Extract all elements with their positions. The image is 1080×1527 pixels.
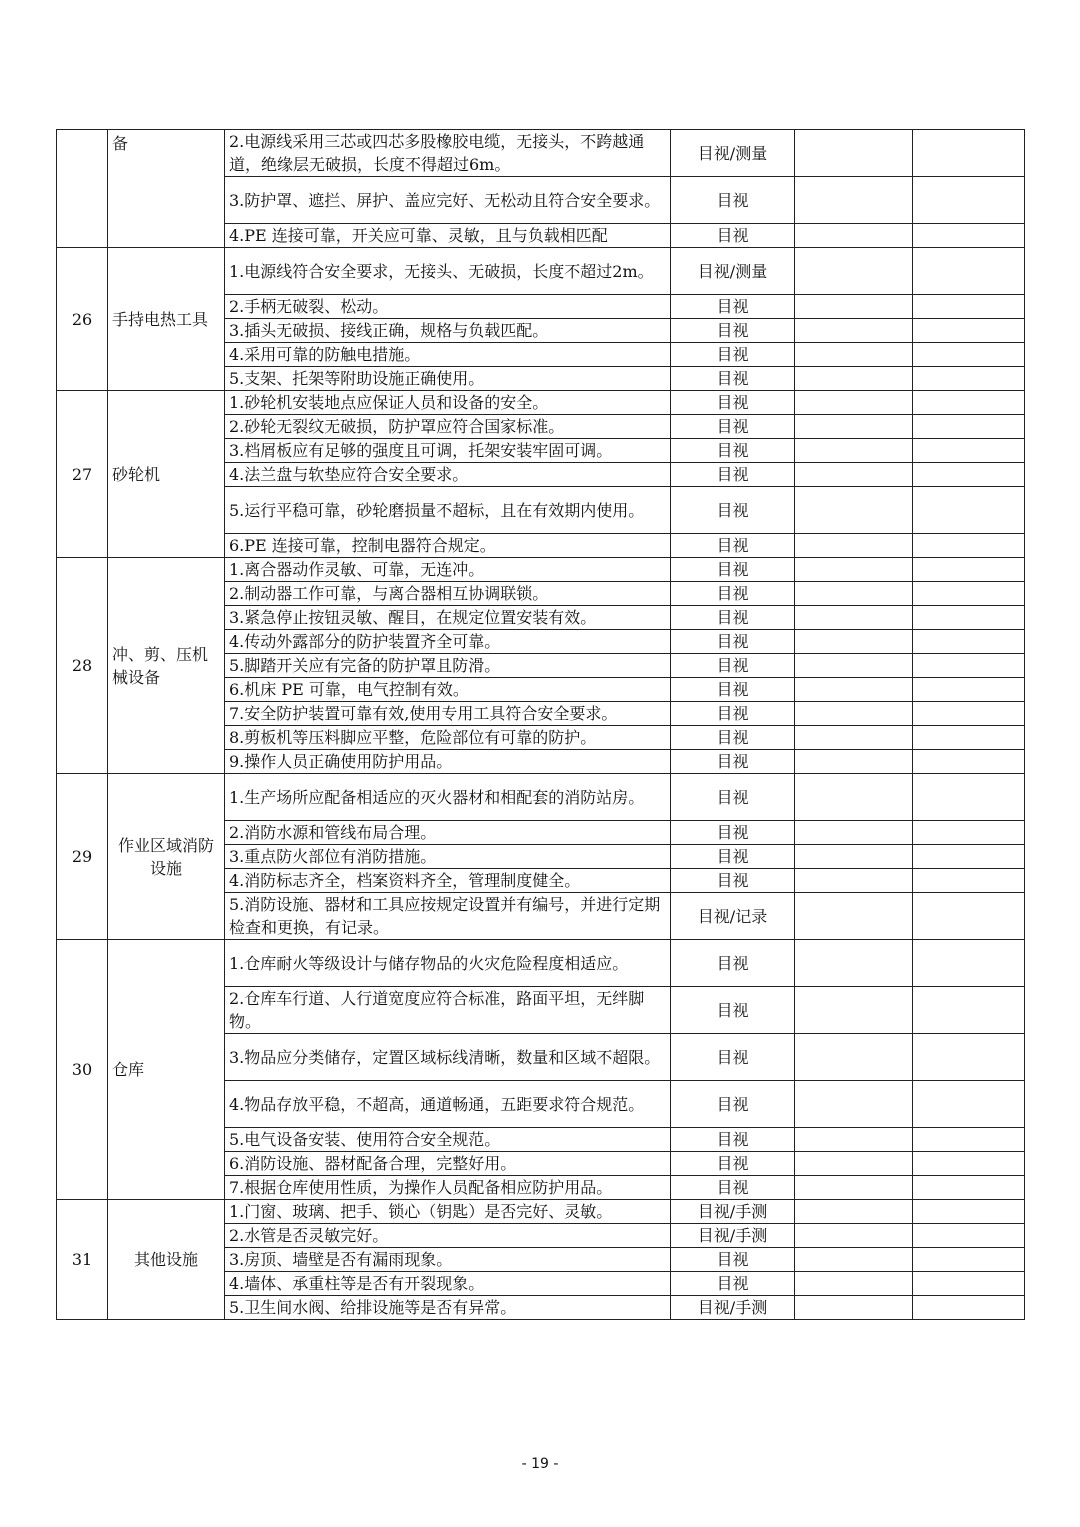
result-cell[interactable] [795, 1081, 913, 1128]
check-item: 4.墙体、承重柱等是否有开裂现象。 [225, 1272, 671, 1296]
result-cell[interactable] [795, 343, 913, 367]
item-number: 27 [57, 391, 108, 558]
check-method: 目视 [671, 319, 795, 343]
check-method: 目视 [671, 987, 795, 1034]
check-method: 目视 [671, 630, 795, 654]
equipment-name: 作业区域消防设施 [108, 774, 225, 940]
check-item: 2.砂轮无裂纹无破损，防护罩应符合国家标准。 [225, 415, 671, 439]
result-cell[interactable] [795, 726, 913, 750]
remark-cell[interactable] [913, 487, 1025, 534]
remark-cell[interactable] [913, 1248, 1025, 1272]
remark-cell[interactable] [913, 248, 1025, 295]
check-method: 目视 [671, 750, 795, 774]
check-item: 2.消防水源和管线布局合理。 [225, 821, 671, 845]
remark-cell[interactable] [913, 391, 1025, 415]
result-cell[interactable] [795, 295, 913, 319]
remark-cell[interactable] [913, 821, 1025, 845]
remark-cell[interactable] [913, 415, 1025, 439]
check-item: 4.采用可靠的防触电措施。 [225, 343, 671, 367]
remark-cell[interactable] [913, 654, 1025, 678]
remark-cell[interactable] [913, 1224, 1025, 1248]
check-method: 目视 [671, 582, 795, 606]
result-cell[interactable] [795, 869, 913, 893]
check-method: 目视 [671, 1034, 795, 1081]
remark-cell[interactable] [913, 367, 1025, 391]
check-method: 目视 [671, 702, 795, 726]
inspection-table [56, 129, 1025, 1320]
check-method: 目视 [671, 558, 795, 582]
check-method: 目视/测量 [671, 248, 795, 295]
check-method: 目视 [671, 606, 795, 630]
result-cell[interactable] [795, 1248, 913, 1272]
check-item: 6.PE 连接可靠，控制电器符合规定。 [225, 534, 671, 558]
remark-cell[interactable] [913, 869, 1025, 893]
result-cell[interactable] [795, 1296, 913, 1320]
table-row [57, 558, 1025, 582]
result-cell[interactable] [795, 558, 913, 582]
equipment-name: 手持电热工具 [108, 248, 225, 391]
check-method: 目视/手测 [671, 1200, 795, 1224]
check-item: 1.离合器动作灵敏、可靠，无连冲。 [225, 558, 671, 582]
equipment-name: 冲、剪、压机械设备 [108, 558, 225, 774]
result-cell[interactable] [795, 940, 913, 987]
check-item: 5.卫生间水阀、给排设施等是否有异常。 [225, 1296, 671, 1320]
check-item: 9.操作人员正确使用防护用品。 [225, 750, 671, 774]
result-cell[interactable] [795, 224, 913, 248]
check-item: 1.仓库耐火等级设计与储存物品的火灾危险程度相适应。 [225, 940, 671, 987]
equipment-name: 备 [108, 130, 225, 248]
check-item: 5.电气设备安装、使用符合安全规范。 [225, 1128, 671, 1152]
check-method: 目视 [671, 343, 795, 367]
remark-cell[interactable] [913, 439, 1025, 463]
inspection-table-body [57, 130, 1025, 1320]
check-item: 3.物品应分类储存，定置区域标线清晰，数量和区域不超限。 [225, 1034, 671, 1081]
remark-cell[interactable] [913, 1034, 1025, 1081]
result-cell[interactable] [795, 248, 913, 295]
check-item: 4.传动外露部分的防护装置齐全可靠。 [225, 630, 671, 654]
remark-cell[interactable] [913, 845, 1025, 869]
item-number: 28 [57, 558, 108, 774]
check-item: 4.PE 连接可靠，开关应可靠、灵敏，且与负载相匹配 [225, 224, 671, 248]
check-item: 1.砂轮机安装地点应保证人员和设备的安全。 [225, 391, 671, 415]
remark-cell[interactable] [913, 582, 1025, 606]
remark-cell[interactable] [913, 1200, 1025, 1224]
check-method: 目视 [671, 726, 795, 750]
result-cell[interactable] [795, 130, 913, 177]
check-item: 3.防护罩、遮拦、屏护、盖应完好、无松动且符合安全要求。 [225, 177, 671, 224]
result-cell[interactable] [795, 391, 913, 415]
remark-cell[interactable] [913, 606, 1025, 630]
check-method: 目视 [671, 1176, 795, 1200]
result-cell[interactable] [795, 702, 913, 726]
result-cell[interactable] [795, 367, 913, 391]
check-item: 1.门窗、玻璃、把手、锁心（钥匙）是否完好、灵敏。 [225, 1200, 671, 1224]
check-item: 4.消防标志齐全，档案资料齐全，管理制度健全。 [225, 869, 671, 893]
check-method: 目视 [671, 1128, 795, 1152]
result-cell[interactable] [795, 177, 913, 224]
check-item: 3.插头无破损、接线正确，规格与负载匹配。 [225, 319, 671, 343]
check-method: 目视 [671, 1272, 795, 1296]
item-number: 30 [57, 940, 108, 1200]
result-cell[interactable] [795, 582, 913, 606]
result-cell[interactable] [795, 1224, 913, 1248]
check-method: 目视 [671, 415, 795, 439]
check-method: 目视/手测 [671, 1224, 795, 1248]
check-method: 目视 [671, 821, 795, 845]
result-cell[interactable] [795, 439, 913, 463]
remark-cell[interactable] [913, 558, 1025, 582]
remark-cell[interactable] [913, 463, 1025, 487]
result-cell[interactable] [795, 1176, 913, 1200]
remark-cell[interactable] [913, 295, 1025, 319]
remark-cell[interactable] [913, 343, 1025, 367]
check-method: 目视 [671, 654, 795, 678]
result-cell[interactable] [795, 821, 913, 845]
remark-cell[interactable] [913, 702, 1025, 726]
result-cell[interactable] [795, 1272, 913, 1296]
remark-cell[interactable] [913, 1081, 1025, 1128]
result-cell[interactable] [795, 415, 913, 439]
check-item: 2.仓库车行道、人行道宽度应符合标准，路面平坦，无绊脚物。 [225, 987, 671, 1034]
equipment-name: 仓库 [108, 940, 225, 1200]
table-row [57, 774, 1025, 821]
check-item: 4.物品存放平稳，不超高，通道畅通，五距要求符合规范。 [225, 1081, 671, 1128]
result-cell[interactable] [795, 678, 913, 702]
remark-cell[interactable] [913, 678, 1025, 702]
result-cell[interactable] [795, 845, 913, 869]
table-row [57, 940, 1025, 987]
remark-cell[interactable] [913, 726, 1025, 750]
check-method: 目视/手测 [671, 1296, 795, 1320]
check-item: 2.手柄无破裂、松动。 [225, 295, 671, 319]
check-method: 目视 [671, 845, 795, 869]
remark-cell[interactable] [913, 630, 1025, 654]
table-row [57, 248, 1025, 295]
remark-cell[interactable] [913, 750, 1025, 774]
equipment-name: 砂轮机 [108, 391, 225, 558]
item-number [57, 130, 108, 248]
check-item: 7.安全防护装置可靠有效,使用专用工具符合安全要求。 [225, 702, 671, 726]
check-method: 目视/记录 [671, 893, 795, 940]
check-item: 6.机床 PE 可靠，电气控制有效。 [225, 678, 671, 702]
result-cell[interactable] [795, 1128, 913, 1152]
item-number: 26 [57, 248, 108, 391]
remark-cell[interactable] [913, 224, 1025, 248]
remark-cell[interactable] [913, 1296, 1025, 1320]
result-cell[interactable] [795, 654, 913, 678]
check-item: 3.重点防火部位有消防措施。 [225, 845, 671, 869]
result-cell[interactable] [795, 463, 913, 487]
remark-cell[interactable] [913, 940, 1025, 987]
check-item: 1.电源线符合安全要求，无接头、无破损，长度不超过2m。 [225, 248, 671, 295]
check-method: 目视 [671, 534, 795, 558]
result-cell[interactable] [795, 534, 913, 558]
result-cell[interactable] [795, 893, 913, 940]
result-cell[interactable] [795, 487, 913, 534]
check-method: 目视 [671, 487, 795, 534]
check-item: 2.水管是否灵敏完好。 [225, 1224, 671, 1248]
item-number: 29 [57, 774, 108, 940]
check-item: 5.支架、托架等附助设施正确使用。 [225, 367, 671, 391]
check-method: 目视 [671, 940, 795, 987]
check-item: 5.运行平稳可靠，砂轮磨损量不超标，且在有效期内使用。 [225, 487, 671, 534]
check-method: 目视 [671, 391, 795, 415]
table-row [57, 130, 1025, 177]
check-item: 3.房顶、墙壁是否有漏雨现象。 [225, 1248, 671, 1272]
result-cell[interactable] [795, 987, 913, 1034]
result-cell[interactable] [795, 606, 913, 630]
remark-cell[interactable] [913, 130, 1025, 177]
table-row [57, 1200, 1025, 1224]
remark-cell[interactable] [913, 893, 1025, 940]
result-cell[interactable] [795, 1152, 913, 1176]
check-method: 目视 [671, 224, 795, 248]
check-method: 目视 [671, 869, 795, 893]
check-method: 目视 [671, 678, 795, 702]
table-row [57, 391, 1025, 415]
check-item: 7.根据仓库使用性质，为操作人员配备相应防护用品。 [225, 1176, 671, 1200]
check-item: 2.电源线采用三芯或四芯多股橡胶电缆，无接头，不跨越通道，绝缘层无破损，长度不得超过6m。 [225, 130, 671, 177]
check-item: 8.剪板机等压料脚应平整，危险部位有可靠的防护。 [225, 726, 671, 750]
check-item: 5.消防设施、器材和工具应按规定设置并有编号，并进行定期检查和更换，有记录。 [225, 893, 671, 940]
remark-cell[interactable] [913, 1176, 1025, 1200]
check-method: 目视 [671, 1248, 795, 1272]
remark-cell[interactable] [913, 1128, 1025, 1152]
check-method: 目视 [671, 367, 795, 391]
result-cell[interactable] [795, 1034, 913, 1081]
check-method: 目视 [671, 463, 795, 487]
remark-cell[interactable] [913, 319, 1025, 343]
result-cell[interactable] [795, 774, 913, 821]
remark-cell[interactable] [913, 1152, 1025, 1176]
check-method: 目视 [671, 1152, 795, 1176]
remark-cell[interactable] [913, 987, 1025, 1034]
remark-cell[interactable] [913, 534, 1025, 558]
page-number: - 19 - [521, 1456, 559, 1472]
check-item: 5.脚踏开关应有完备的防护罩且防滑。 [225, 654, 671, 678]
remark-cell[interactable] [913, 177, 1025, 224]
remark-cell[interactable] [913, 774, 1025, 821]
check-item: 4.法兰盘与软垫应符合安全要求。 [225, 463, 671, 487]
check-method: 目视 [671, 774, 795, 821]
result-cell[interactable] [795, 750, 913, 774]
check-item: 1.生产场所应配备相适应的灭火器材和相配套的消防站房。 [225, 774, 671, 821]
check-item: 3.紧急停止按钮灵敏、醒目，在规定位置安装有效。 [225, 606, 671, 630]
check-method: 目视 [671, 295, 795, 319]
check-method: 目视 [671, 1081, 795, 1128]
check-method: 目视 [671, 439, 795, 463]
check-item: 2.制动器工作可靠，与离合器相互协调联锁。 [225, 582, 671, 606]
equipment-name: 其他设施 [108, 1200, 225, 1320]
remark-cell[interactable] [913, 1272, 1025, 1296]
result-cell[interactable] [795, 630, 913, 654]
item-number: 31 [57, 1200, 108, 1320]
check-item: 6.消防设施、器材配备合理，完整好用。 [225, 1152, 671, 1176]
check-item: 3.档屑板应有足够的强度且可调，托架安装牢固可调。 [225, 439, 671, 463]
result-cell[interactable] [795, 319, 913, 343]
check-method: 目视 [671, 177, 795, 224]
check-method: 目视/测量 [671, 130, 795, 177]
result-cell[interactable] [795, 1200, 913, 1224]
